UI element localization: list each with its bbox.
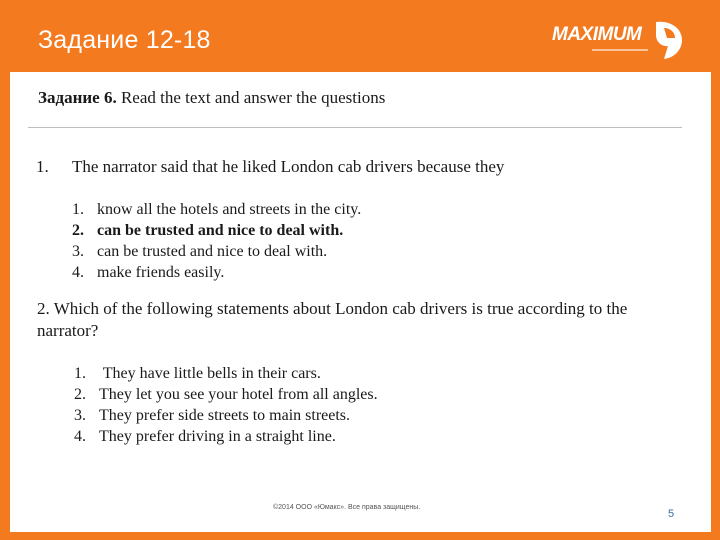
option-number: 2. (72, 222, 84, 239)
logo-underline (592, 49, 648, 51)
list-item (74, 405, 378, 426)
option-number: 1. (72, 201, 84, 218)
content-card (10, 72, 711, 532)
divider (28, 127, 682, 128)
list-item (72, 241, 361, 262)
task-heading-label: Задание 6. (38, 88, 117, 107)
option-number: 1. (74, 365, 86, 382)
option-number: 4. (72, 264, 84, 281)
list-item (72, 199, 361, 220)
option-text: They prefer driving in a straight line. (99, 428, 336, 445)
list-item (74, 384, 378, 405)
logo-emblem-icon (650, 20, 684, 60)
question-2-options (74, 363, 378, 447)
question-1-options (72, 199, 361, 283)
list-item (74, 426, 378, 447)
task-heading-text: Read the text and answer the questions (116, 88, 386, 107)
list-item-answer (72, 220, 361, 241)
page-number: 5 (668, 508, 675, 520)
question-1 (36, 157, 504, 177)
copyright-footer: ©2014 ООО «Юмакс». Все права защищены. (273, 504, 421, 511)
option-number: 2. (74, 386, 86, 403)
option-text: They let you see your hotel from all angles. (99, 386, 378, 403)
list-item (72, 262, 361, 283)
option-text: They prefer side streets to main streets. (99, 407, 351, 424)
option-text: can be trusted and nice to deal with. (97, 243, 328, 260)
option-text: know all the hotels and streets in the city. (97, 201, 362, 218)
list-item (74, 363, 378, 384)
question-2-text: 2. Which of the following statements about London cab drivers is true according to the narrator? (37, 299, 628, 340)
task-heading (38, 88, 385, 108)
slide-title: Задание 12-18 (38, 26, 211, 54)
question-1-number: 1. (36, 157, 49, 176)
option-text: They have little bells in their cars. (99, 365, 321, 382)
maximum-logo (552, 18, 686, 62)
question-1-text: The narrator said that he liked London cab drivers because they (72, 157, 505, 176)
option-text: make friends easily. (97, 264, 225, 281)
logo-text: MAXIMUM (552, 24, 642, 45)
option-text: can be trusted and nice to deal with. (97, 222, 344, 239)
option-number: 3. (74, 407, 86, 424)
option-number: 4. (74, 428, 86, 445)
option-number: 3. (72, 243, 84, 260)
